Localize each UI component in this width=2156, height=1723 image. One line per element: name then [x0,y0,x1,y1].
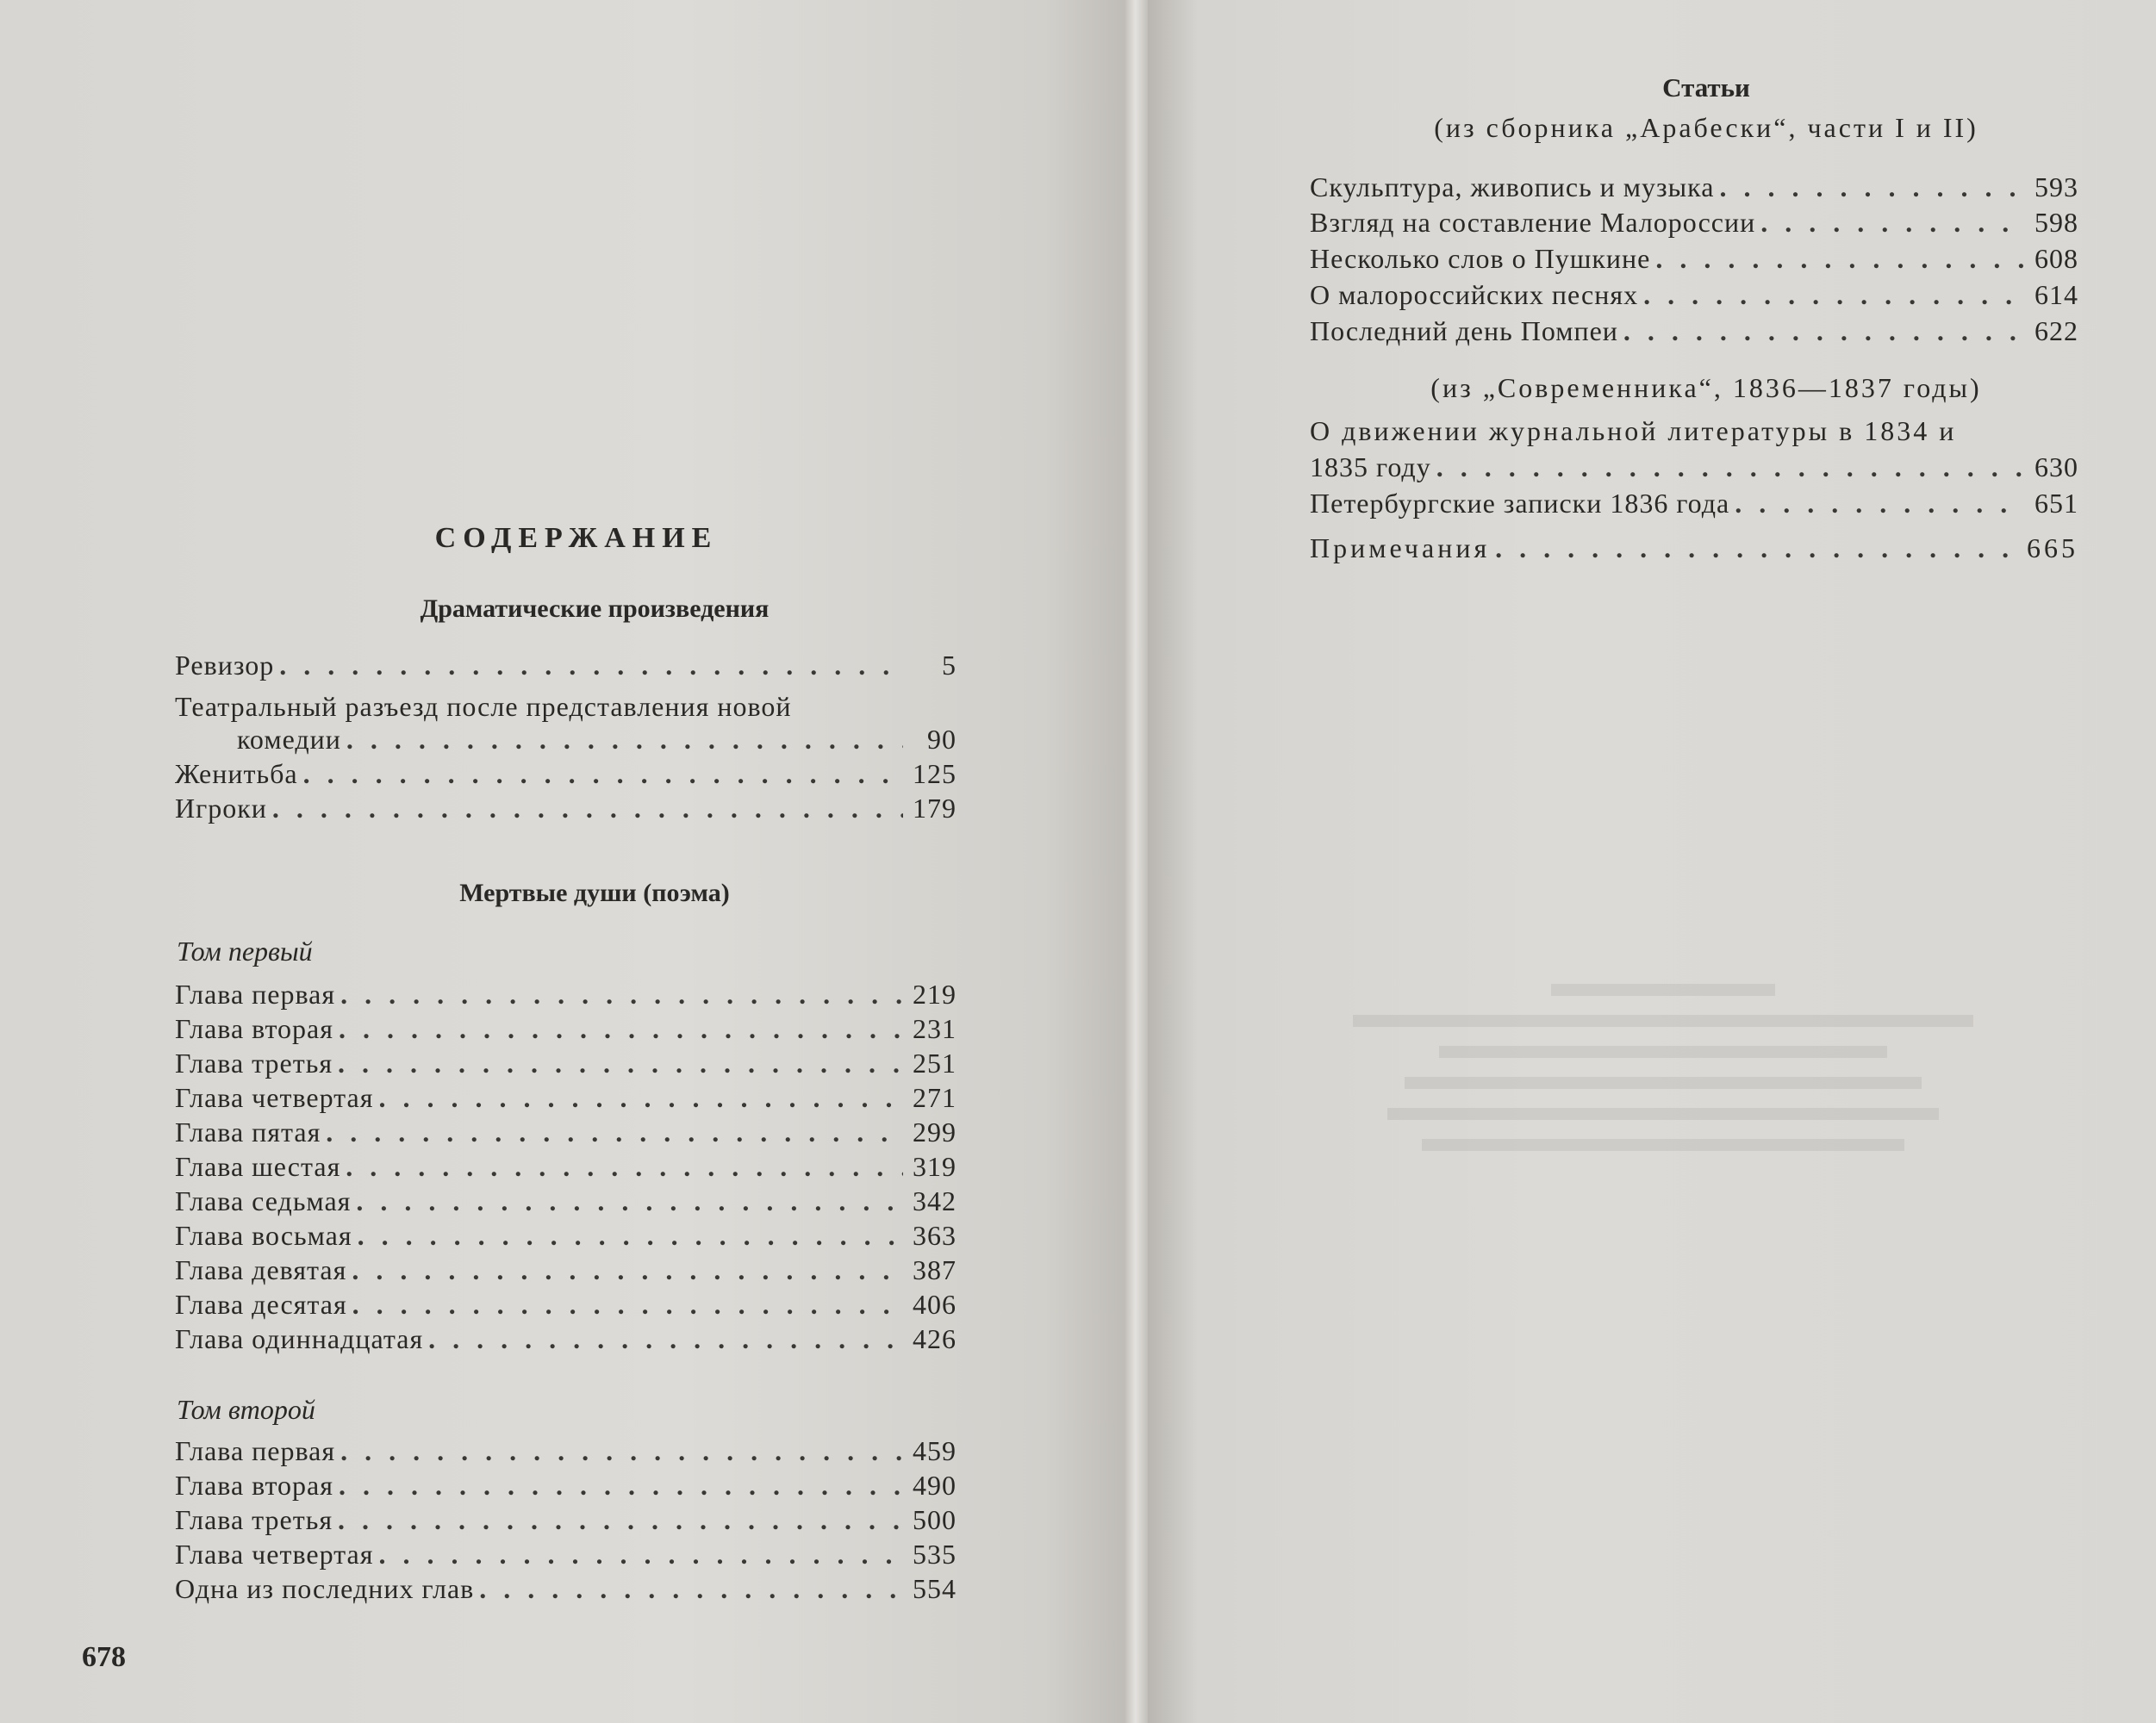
entry-title: Глава первая [175,979,336,1010]
leader-dots [340,977,903,1011]
toc-entry [175,1011,956,1046]
leader-dots [1735,486,2025,520]
leader-dots [1760,205,2025,239]
volume2-label: Том второй [177,1394,315,1425]
entry-page: 593 [2034,171,2078,202]
entry-page: 179 [913,793,956,824]
toc-entry [1310,170,2078,204]
leader-dots [339,1011,903,1046]
leader-dots [356,1184,903,1218]
section-heading-dead-souls: Мертвые души (поэма) [459,879,730,907]
entry-title: Глава восьмая [175,1220,352,1251]
toc-entry [175,791,956,825]
leader-dots [1495,531,2022,565]
leader-dots [346,722,903,756]
entry-page: 219 [913,979,956,1010]
entry-page: 630 [2034,451,2078,482]
leader-dots [378,1080,903,1115]
entry-title: Скульптура, живопись и музыка [1310,171,1715,202]
toc-title: СОДЕРЖАНИЕ [434,522,719,554]
entry-title: Глава третья [175,1504,333,1535]
entry-page: 406 [913,1289,956,1320]
toc-entry [1310,486,2078,520]
entry-page: 363 [913,1220,956,1251]
section-heading-articles: Статьи [1662,72,1750,103]
entry-title: Глава одиннадцатая [175,1323,424,1354]
entry-title: Ревизор [175,650,275,681]
toc-entry [175,1502,956,1537]
entry-page: 271 [913,1082,956,1113]
entry-title: Последний день Помпеи [1310,315,1618,346]
leader-dots [428,1322,903,1356]
entry-page: 490 [913,1470,956,1501]
entry-page: 598 [2034,207,2078,238]
leader-dots [339,1468,903,1502]
entry-page: 426 [913,1323,956,1354]
leader-dots [1643,277,2025,312]
book-gutter [1125,0,1148,1723]
leader-dots [303,756,903,791]
entry-title-line2: комедии [237,724,341,755]
entry-page: 251 [913,1048,956,1079]
leader-dots [352,1253,903,1287]
entry-title: Глава первая [175,1435,336,1466]
entry-title: Одна из последних глав [175,1573,475,1604]
toc-entry [175,1287,956,1322]
toc-entry [175,1046,956,1080]
toc-entry [175,1468,956,1502]
leader-dots [338,1502,903,1537]
toc-entry [1310,241,2078,276]
leader-dots [1655,241,2025,276]
toc-entry [175,1571,956,1606]
entry-page: 614 [2034,279,2078,310]
toc-entry [1310,450,2078,484]
entry-page: 299 [913,1117,956,1148]
toc-entry [175,977,956,1011]
toc-entry [175,1184,956,1218]
leader-dots [352,1287,903,1322]
entry-page: 500 [913,1504,956,1535]
toc-entry [175,1115,956,1149]
leader-dots [358,1218,903,1253]
entry-page: 608 [2034,243,2078,274]
entry-page: 319 [913,1151,956,1182]
volume1-label: Том первый [177,936,313,967]
toc-entry [175,1537,956,1571]
entry-title: Глава десятая [175,1289,347,1320]
entry-page: 535 [913,1539,956,1570]
toc-entry-notes [1310,531,2078,565]
toc-entry [175,1218,956,1253]
leader-dots [279,648,903,682]
leader-dots [1436,450,2025,484]
entry-title-line2: 1835 году [1310,451,1431,482]
bleed-through-text [1327,965,1999,1170]
leader-dots [338,1046,903,1080]
entry-title: Глава девятая [175,1254,347,1285]
subsection-arabesques: (из сборника „Арабески“, части I и II) [1434,112,1978,143]
entry-page: 231 [913,1013,956,1044]
entry-title: Игроки [175,793,267,824]
toc-entry [237,722,956,756]
entry-title: О малороссийских песнях [1310,279,1639,310]
entry-page: 622 [2034,315,2078,346]
entry-title: Глава третья [175,1048,333,1079]
leader-dots [1719,170,2025,204]
entry-page: 459 [913,1435,956,1466]
subsection-sovremennik: (из „Современника“, 1836—1837 годы) [1430,372,1982,403]
entry-title: Женитьба [175,758,298,789]
toc-entry [175,1149,956,1184]
leader-dots [340,1434,903,1468]
entry-title: Примечания [1310,532,1491,563]
entry-title-line1: Театральный разъезд после представления новой [175,691,792,722]
leader-dots [326,1115,903,1149]
entry-title: Глава четвертая [175,1539,374,1570]
leader-dots [272,791,903,825]
leader-dots [346,1149,903,1184]
entry-title: Глава пятая [175,1117,321,1148]
entry-title: Глава вторая [175,1470,333,1501]
entry-title: Глава шестая [175,1151,341,1182]
toc-entry [1310,314,2078,348]
entry-page: 90 [927,724,956,755]
toc-entry [175,756,956,791]
entry-title: Глава вторая [175,1013,333,1044]
entry-title: Глава четвертая [175,1082,374,1113]
entry-title: Несколько слов о Пушкине [1310,243,1651,274]
entry-page: 665 [2027,532,2078,563]
entry-title: Глава седьмая [175,1185,352,1216]
entry-page: 342 [913,1185,956,1216]
entry-title-line1: О движении журнальной литературы в 1834 и [1310,415,1957,446]
entry-page: 554 [913,1573,956,1604]
toc-entry [175,1322,956,1356]
entry-title: Петербургские записки 1836 года [1310,488,1730,519]
leader-dots [378,1537,903,1571]
entry-page: 387 [913,1254,956,1285]
leader-dots [479,1571,903,1606]
page-number: 678 [82,1641,126,1673]
toc-entry [175,1253,956,1287]
entry-page: 125 [913,758,956,789]
leader-dots [1623,314,2025,348]
toc-entry [175,648,956,682]
toc-entry [1310,205,2078,239]
entry-page: 5 [942,650,956,681]
toc-entry [1310,277,2078,312]
toc-entry [175,1080,956,1115]
section-heading-dramatic: Драматические произведения [420,594,770,623]
toc-entry [175,1434,956,1468]
entry-page: 651 [2034,488,2078,519]
entry-title: Взгляд на составление Малороссии [1310,207,1756,238]
